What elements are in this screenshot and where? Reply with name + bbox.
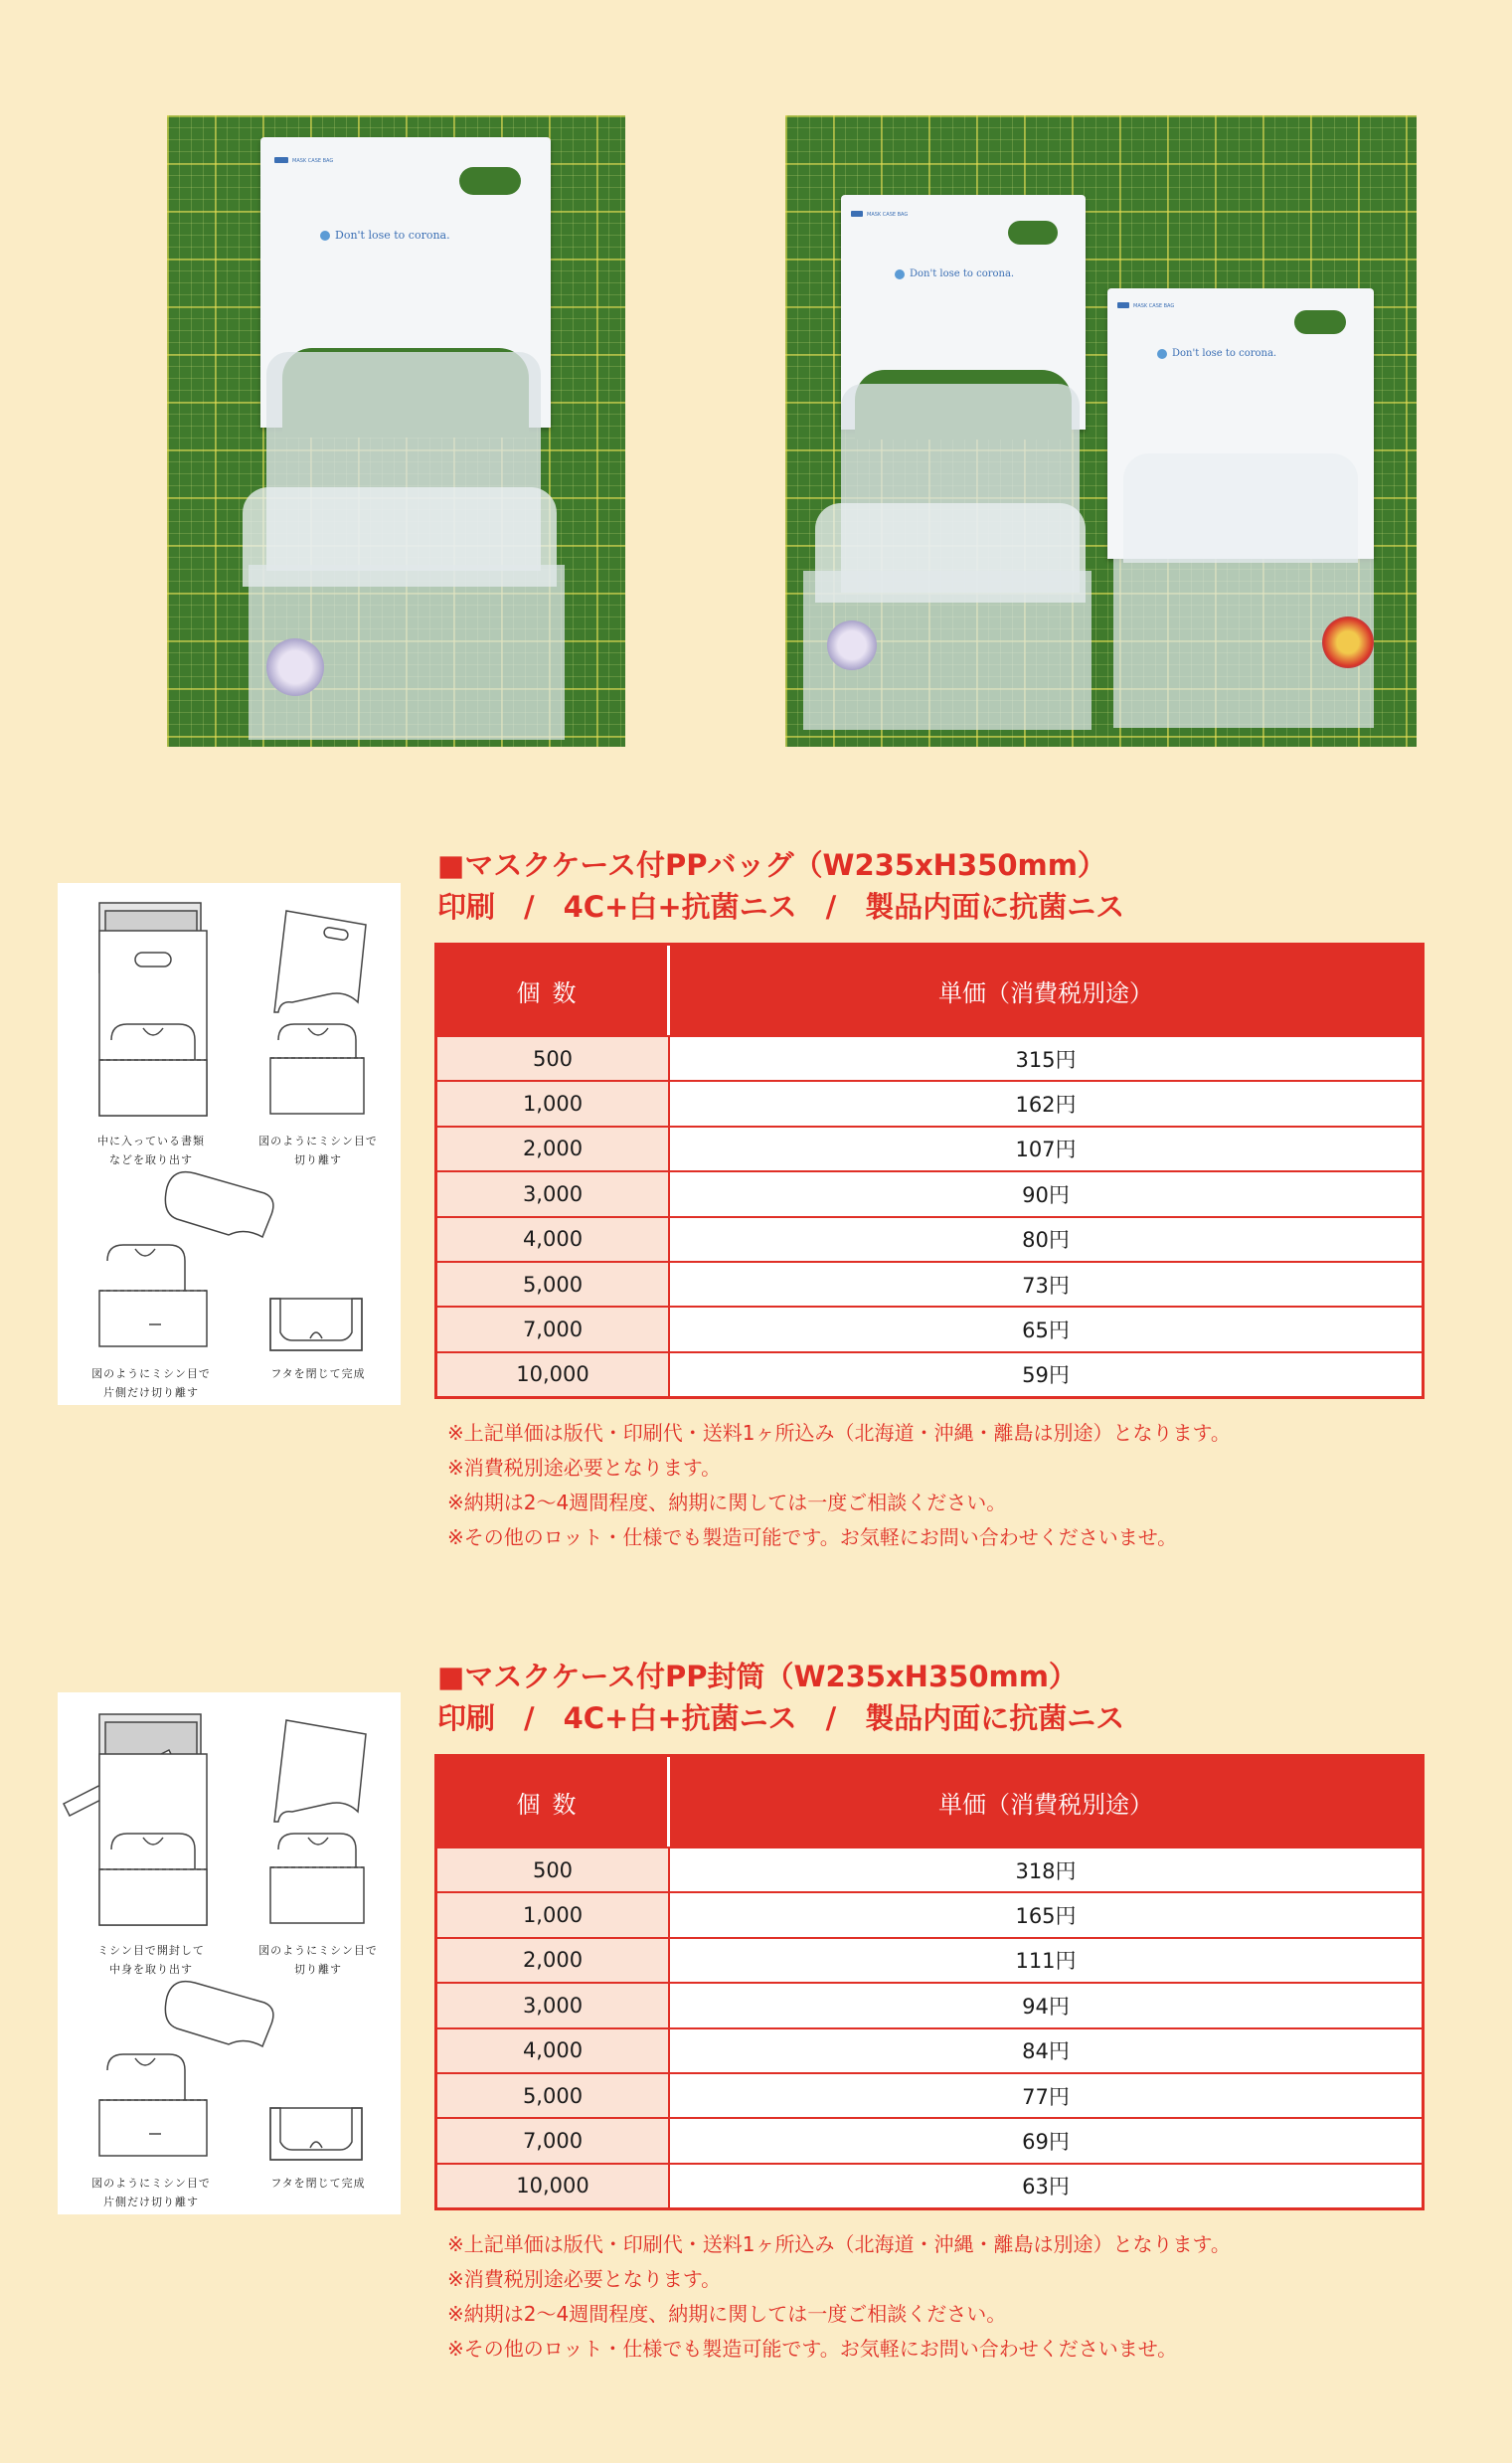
section1-notes (447, 1416, 1231, 1555)
table-row (437, 1035, 1422, 1080)
usage-illustration-1 (58, 883, 401, 1405)
qty-cell: 5,000 (437, 1263, 670, 1306)
qty-cell: 4,000 (437, 1218, 670, 1261)
product-photo-2 (785, 115, 1417, 747)
table-header (437, 1757, 1422, 1847)
table-row (437, 1306, 1422, 1350)
table-row (437, 1170, 1422, 1215)
usage-illustration-2 (58, 1692, 401, 2214)
header-price: 単価（消費税別途） (938, 1790, 1153, 1819)
product-photo-1 (167, 115, 625, 747)
table-header (437, 946, 1422, 1035)
bag-handle (1294, 310, 1346, 334)
price-cell: 107円 (670, 1128, 1422, 1170)
bag-slogan: Don't lose to corona. (895, 268, 1014, 279)
qty-cell: 2,000 (437, 1128, 670, 1170)
bag-logo (851, 211, 863, 217)
table-row (437, 2072, 1422, 2117)
qty-cell: 3,000 (437, 1984, 670, 2026)
character-badge (1322, 616, 1374, 668)
note: ※上記単価は版代・印刷代・送料1ヶ所込み（北海道・沖縄・離島は別途）となります。 (447, 2232, 1231, 2256)
qty-cell: 7,000 (437, 2119, 670, 2162)
price-cell: 59円 (670, 1353, 1422, 1396)
bag-slogan: Don't lose to corona. (320, 229, 450, 242)
price-cell: 165円 (670, 1893, 1422, 1936)
bag-logo-text: MASK CASE BAG (867, 212, 909, 218)
qty-cell: 5,000 (437, 2074, 670, 2117)
price-cell: 63円 (670, 2165, 1422, 2207)
price-cell: 69円 (670, 2119, 1422, 2162)
qty-cell: 500 (437, 1037, 670, 1080)
header-price: 単価（消費税別途） (938, 978, 1153, 1007)
bag-logo (274, 157, 288, 163)
table-row (437, 2163, 1422, 2207)
bag-handle (459, 167, 521, 195)
price-cell: 318円 (670, 1848, 1422, 1891)
table-row (437, 1937, 1422, 1982)
table-row (437, 1891, 1422, 1936)
note: ※消費税別途必要となります。 (447, 1456, 722, 1480)
qty-cell: 7,000 (437, 1308, 670, 1350)
qty-cell: 1,000 (437, 1082, 670, 1125)
table-row (437, 2027, 1422, 2072)
note: ※上記単価は版代・印刷代・送料1ヶ所込み（北海道・沖縄・離島は別途）となります。 (447, 1421, 1231, 1445)
price-cell: 111円 (670, 1939, 1422, 1982)
price-cell: 315円 (670, 1037, 1422, 1080)
qty-cell: 3,000 (437, 1172, 670, 1215)
price-cell: 162円 (670, 1082, 1422, 1125)
qty-cell: 10,000 (437, 1353, 670, 1396)
character-badge (266, 638, 324, 696)
note: ※消費税別途必要となります。 (447, 2267, 722, 2291)
section2-notes (447, 2227, 1231, 2367)
table-row (437, 1982, 1422, 2026)
character-badge (827, 620, 877, 670)
qty-cell: 1,000 (437, 1893, 670, 1936)
envelope-flap (1123, 453, 1358, 563)
qty-cell: 10,000 (437, 2165, 670, 2207)
note: ※その他のロット・仕様でも製造可能です。お気軽にお問い合わせくださいませ。 (447, 2337, 1178, 2361)
bag-handle (1008, 221, 1058, 245)
note: ※その他のロット・仕様でも製造可能です。お気軽にお問い合わせくださいませ。 (447, 1525, 1178, 1549)
bag-slogan: Don't lose to corona. (1157, 348, 1276, 359)
table-row (437, 1847, 1422, 1891)
qty-cell: 500 (437, 1848, 670, 1891)
price-cell: 94円 (670, 1984, 1422, 2026)
price-cell: 77円 (670, 2074, 1422, 2117)
qty-cell: 4,000 (437, 2029, 670, 2072)
caption-step3: 図のようにミシン目で 片側だけ切り離す (91, 2177, 211, 2208)
table-row (437, 2117, 1422, 2162)
table-row (437, 1080, 1422, 1125)
header-qty: 個数 (437, 946, 670, 1035)
bag-logo (1117, 302, 1129, 308)
table-row (437, 1261, 1422, 1306)
table-row (437, 1216, 1422, 1261)
table-row (437, 1126, 1422, 1170)
price-table-1 (434, 943, 1425, 1399)
section1-subtitle: 印刷 / 4C+白+抗菌ニス / 製品内面に抗菌ニス (437, 890, 1125, 924)
bag-logo-text: MASK CASE BAG (1133, 303, 1175, 309)
header-qty: 個数 (437, 1757, 670, 1847)
table-row (437, 1351, 1422, 1396)
caption-step4: フタを閉じて完成 (270, 1367, 366, 1380)
price-cell: 65円 (670, 1308, 1422, 1350)
caption-step2: 図のようにミシン目で 切り離す (258, 1135, 378, 1166)
price-cell: 90円 (670, 1172, 1422, 1215)
caption-step3: 図のようにミシン目で 片側だけ切り離す (91, 1367, 211, 1399)
bag-logo-text: MASK CASE BAG (292, 158, 334, 164)
price-cell: 73円 (670, 1263, 1422, 1306)
caption-step1: ミシン目で開封して 中身を取り出す (97, 1944, 205, 1976)
section2-title: ■マスクケース付PP封筒（W235xH350mm） (437, 1660, 1078, 1693)
note: ※納期は2〜4週間程度、納期に関しては一度ご相談ください。 (447, 2302, 1007, 2326)
caption-step1: 中に入っている書類 などを取り出す (97, 1135, 205, 1166)
price-table-2 (434, 1754, 1425, 2210)
note: ※納期は2〜4週間程度、納期に関しては一度ご相談ください。 (447, 1491, 1007, 1514)
qty-cell: 2,000 (437, 1939, 670, 1982)
section1-title: ■マスクケース付PPバッグ（W235xH350mm） (437, 848, 1106, 882)
price-cell: 84円 (670, 2029, 1422, 2072)
caption-step2: 図のようにミシン目で 切り離す (258, 1944, 378, 1976)
price-cell: 80円 (670, 1218, 1422, 1261)
section2-subtitle: 印刷 / 4C+白+抗菌ニス / 製品内面に抗菌ニス (437, 1701, 1125, 1735)
caption-step4: フタを閉じて完成 (270, 2177, 366, 2190)
